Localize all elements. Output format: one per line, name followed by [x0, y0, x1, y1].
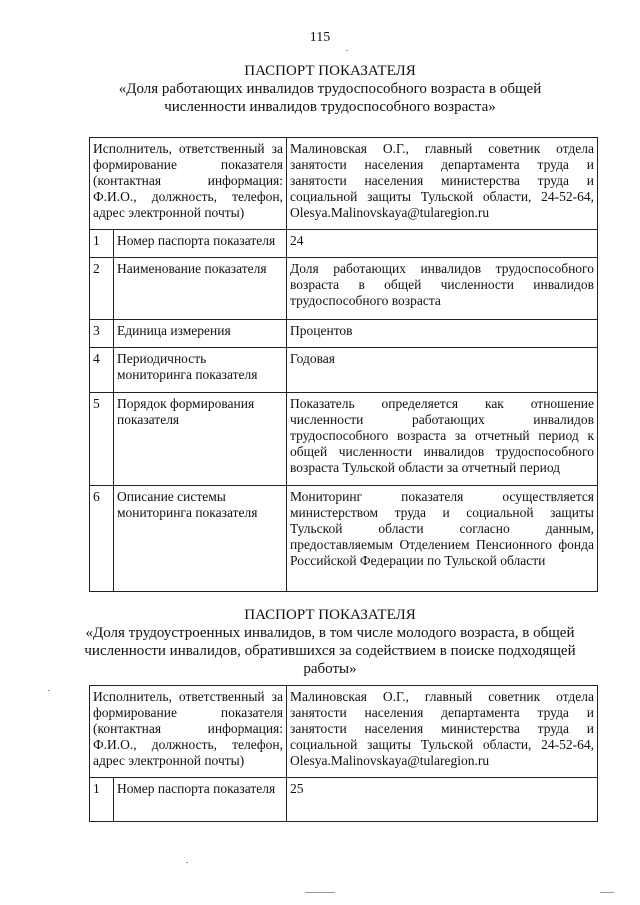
passport-1-subtitle: «Доля работающих инвалидов трудоспособного возраста в общей численности инвалидов трудоспособного возраста» [118, 81, 542, 115]
row-name: Порядок формирования показателя [114, 393, 287, 486]
table-row [90, 393, 598, 486]
table-row [90, 778, 598, 822]
row-value: 24 [287, 230, 598, 258]
passport-2-table [89, 685, 598, 822]
passport-1-heading [60, 62, 600, 116]
row-value: Доля работающих инвалидов трудоспособного возраста в общей численности инвалидов трудоспособного возраста [287, 258, 598, 320]
row-value: Процентов [287, 320, 598, 348]
table-row [90, 486, 598, 592]
row-value: 25 [287, 778, 598, 822]
row-number: 4 [90, 348, 114, 393]
table-row [90, 230, 598, 258]
scan-speck [600, 892, 614, 893]
executor-row [90, 138, 598, 230]
passport-1-title: ПАСПОРТ ПОКАЗАТЕЛЯ [244, 63, 416, 79]
passport-2-heading [60, 606, 600, 678]
row-name: Периодичность мониторинга показателя [114, 348, 287, 393]
passport-2-subtitle: «Доля трудоустроенных инвалидов, в том числе молодого возраста, в общей численности инвалидов, обратившихся за содействием в поиске подходящей работы» [84, 625, 576, 677]
executor-value: Малиновская О.Г., главный советник отдела занятости населения департамента труда и занятости населения министерства труда и социальной защиты Тульской области, 24-52-64, Olesya.Malinovskaya@tularegion.ru [287, 686, 598, 778]
scan-speck [48, 690, 50, 691]
table-row [90, 320, 598, 348]
row-value: Показатель определяется как отношение численности работающих инвалидов трудоспособного возраста за отчетный период к общей численности инвалидов трудоспособного возраста Тульской области за отчетный период [287, 393, 598, 486]
table-row [90, 348, 598, 393]
row-number: 5 [90, 393, 114, 486]
row-number: 3 [90, 320, 114, 348]
row-number: 6 [90, 486, 114, 592]
passport-2-title: ПАСПОРТ ПОКАЗАТЕЛЯ [244, 607, 416, 623]
executor-label: Исполнитель, ответственный за формирование показателя (контактная информация: Ф.И.О., должность, телефон, адрес электронной почты) [90, 686, 287, 778]
executor-label: Исполнитель, ответственный за формирование показателя (контактная информация: Ф.И.О., должность, телефон, адрес электронной почты) [90, 138, 287, 230]
row-value: Мониторинг показателя осуществляется министерством труда и социальной защиты Тульской области согласно данным, предоставляемым Отделением Пенсионного фонда Российской Федерации по Тульской области [287, 486, 598, 592]
passport-1-table [89, 137, 598, 592]
row-name: Описание системы мониторинга показателя [114, 486, 287, 592]
executor-row [90, 686, 598, 778]
executor-value: Малиновская О.Г., главный советник отдела занятости населения департамента труда и занятости населения министерства труда и социальной защиты Тульской области, 24-52-64, Olesya.Malinovskaya@tularegion.ru [287, 138, 598, 230]
table-row [90, 258, 598, 320]
scan-speck [186, 862, 188, 863]
row-name: Наименование показателя [114, 258, 287, 320]
row-value: Годовая [287, 348, 598, 393]
row-name: Единица измерения [114, 320, 287, 348]
scan-speck [305, 892, 335, 893]
row-number: 1 [90, 778, 114, 822]
row-number: 2 [90, 258, 114, 320]
row-name: Номер паспорта показателя [114, 230, 287, 258]
row-number: 1 [90, 230, 114, 258]
row-name: Номер паспорта показателя [114, 778, 287, 822]
page-number: 115 [309, 30, 331, 45]
scan-speck [346, 50, 348, 51]
